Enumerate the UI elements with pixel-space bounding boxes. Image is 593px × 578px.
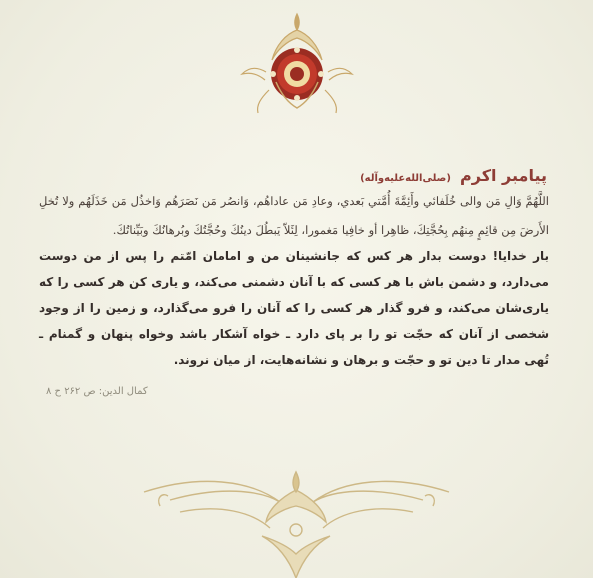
title-honorific: (صلی‌الله‌علیه‌وآله) xyxy=(360,173,451,184)
source-citation: کمال الدین: ص ۲۶۲ ح ۸ xyxy=(46,386,148,397)
arabic-text: اللَّهُمَّ وَالِ مَن والى خُلَفائي وأَئِمَّةَ أُمَّتي بَعدي، وعادِ مَن عاداهُم، وَانصُر مَن نَصَرَهُم وَاخذُل مَن خَذَلَهُم ولا تُخلِ الأَرضَ مِن قائِمٍ مِنهُم بِحُجَّتِكَ، ظاهِرا أو خافِيا مَغمورا، لِئَلاّ يَبطُلَ دينُكَ وحُجَّتُكَ وبُرهانُكَ وبَيِّناتُكَ. xyxy=(39,194,549,237)
title-row xyxy=(360,166,547,185)
title-prophet: پیامبر اکرم xyxy=(460,166,547,185)
floral-medallion-icon xyxy=(236,10,358,115)
persian-translation: بار خدایا! دوست بدار هر کس که جانشینان من و امامان امّتم را پس از من دوست می‌دارد، و دشمن باش با هر کسی که با آنان دشمنی می‌کند، و یاری کن هر کسی را که یاری‌شان می‌کند، و فرو گذار هر کسی را که آنان را فرو می‌گذارد، و زمین را از وجود شخصی از آنان که حجّت تو را بر پای دارد ـ خواه آشکار باشد وخواه پنهان و گمنام ـ تُهی مدار تا دین تو و حجّت و برهان و نشانه‌هایت، از میان نروند. xyxy=(39,249,549,367)
arabesque-border-icon xyxy=(140,462,453,578)
